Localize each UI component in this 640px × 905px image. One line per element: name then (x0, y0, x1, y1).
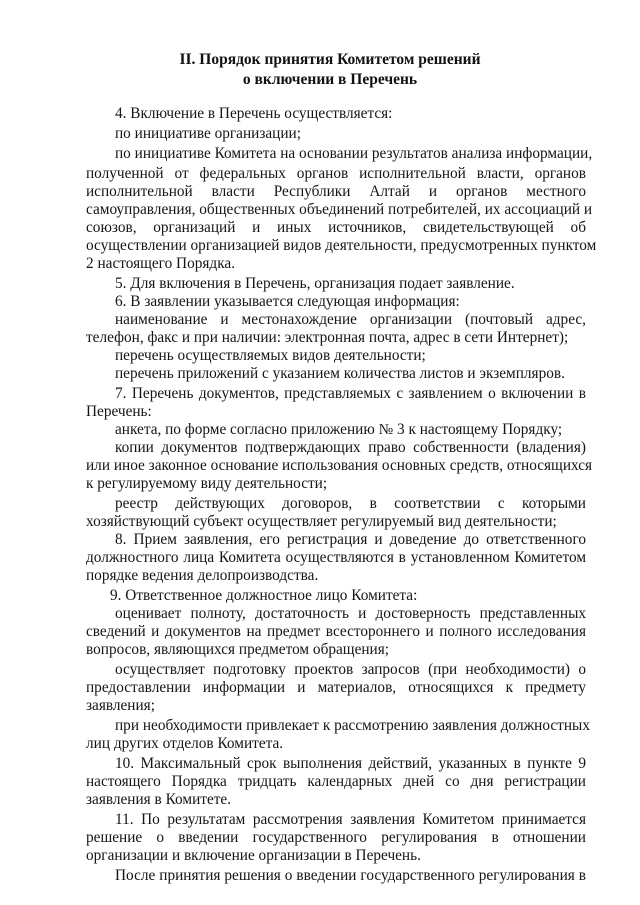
text-line: исполнительной власти Республики Алтай и органов местного (86, 183, 586, 200)
text-line: предоставлении информации и материалов, относящихся к предмету (86, 679, 586, 696)
text-line: анкета, по форме согласно приложению № 3 к настоящему Порядку; (115, 421, 563, 438)
section-title-line-1: II. Порядок принятия Комитетом решений (179, 51, 481, 68)
text-line: должностного лица Комитета осуществляются в установленном Комитетом (86, 549, 586, 566)
text-line: порядке ведения делопроизводства. (86, 567, 319, 584)
text-line: заявления в Комитете. (86, 791, 232, 808)
text-line: телефон, факс и при наличии: электронная почта, адрес в сети Интернет); (86, 329, 569, 346)
text-line: осуществлении организацией видов деятельности, предусмотренных пунктом (86, 237, 597, 254)
text-line: заявления; (86, 697, 155, 714)
text-line: После принятия решения о введении государственного регулирования в (115, 867, 586, 884)
text-line: к регулируемому виду деятельности; (86, 475, 328, 492)
text-line: полученной от федеральных органов исполнительной власти, органов (86, 165, 586, 182)
text-line: или иное законное основание использования основных средств, относящихся (86, 457, 593, 474)
text-line: 8. Прием заявления, его регистрация и доведение до ответственного (115, 531, 586, 548)
text-line: осуществляет подготовку проектов запросов (при необходимости) о (115, 661, 586, 678)
text-line: при необходимости привлекает к рассмотрению заявления должностных (115, 717, 590, 734)
text-line: союзов, организаций и иных источников, свидетельствующей об (86, 219, 586, 236)
text-line: лиц других отделов Комитета. (86, 735, 284, 752)
text-line: оценивает полноту, достаточность и достоверность представленных (115, 605, 586, 622)
text-line: 9. Ответственное должностное лицо Комитета: (110, 587, 418, 604)
text-line: решение о введении государственного регулирования в отношении (86, 829, 586, 846)
text-line: Перечень: (86, 403, 152, 420)
text-line: перечень приложений с указанием количества листов и экземпляров. (115, 365, 565, 382)
text-line: настоящего Порядка тридцать календарных дней со дня регистрации (86, 773, 586, 790)
text-line: самоуправления, общественных объединений потребителей, их ассоциаций и (86, 201, 593, 218)
text-line: по инициативе Комитета на основании результатов анализа информации, (115, 145, 593, 162)
text-line: перечень осуществляемых видов деятельности; (115, 347, 426, 364)
text-line: 6. В заявлении указывается следующая информация: (115, 293, 460, 310)
text-line: наименование и местонахождение организации (почтовый адрес, (115, 311, 586, 328)
text-line: 2 настоящего Порядка. (86, 255, 236, 272)
text-line: хозяйствующий субъект осуществляет регулируемый вид деятельности; (86, 513, 557, 530)
text-line: 7. Перечень документов, представляемых с заявлением о включении в (115, 385, 586, 402)
text-line: 10. Максимальный срок выполнения действий, указанных в пункте 9 (115, 755, 586, 772)
text-line: сведений и документов на предмет всестороннего и полного исследования (86, 623, 586, 640)
text-line: реестр действующих договоров, в соответствии с которыми (115, 495, 586, 512)
text-line: 5. Для включения в Перечень, организация подает заявление. (115, 275, 515, 292)
text-line: 11. По результатам рассмотрения заявления Комитетом принимается (115, 811, 586, 828)
text-line: 4. Включение в Перечень осуществляется: (115, 105, 393, 122)
text-line: организации и включение организации в Перечень. (86, 847, 421, 864)
text-line: по инициативе организации; (115, 125, 301, 142)
text-line: вопросов, являющихся предметом обращения; (86, 641, 390, 658)
text-line: копии документов подтверждающих право собственности (владения) (115, 439, 586, 456)
section-title-line-2: о включении в Перечень (242, 71, 418, 88)
